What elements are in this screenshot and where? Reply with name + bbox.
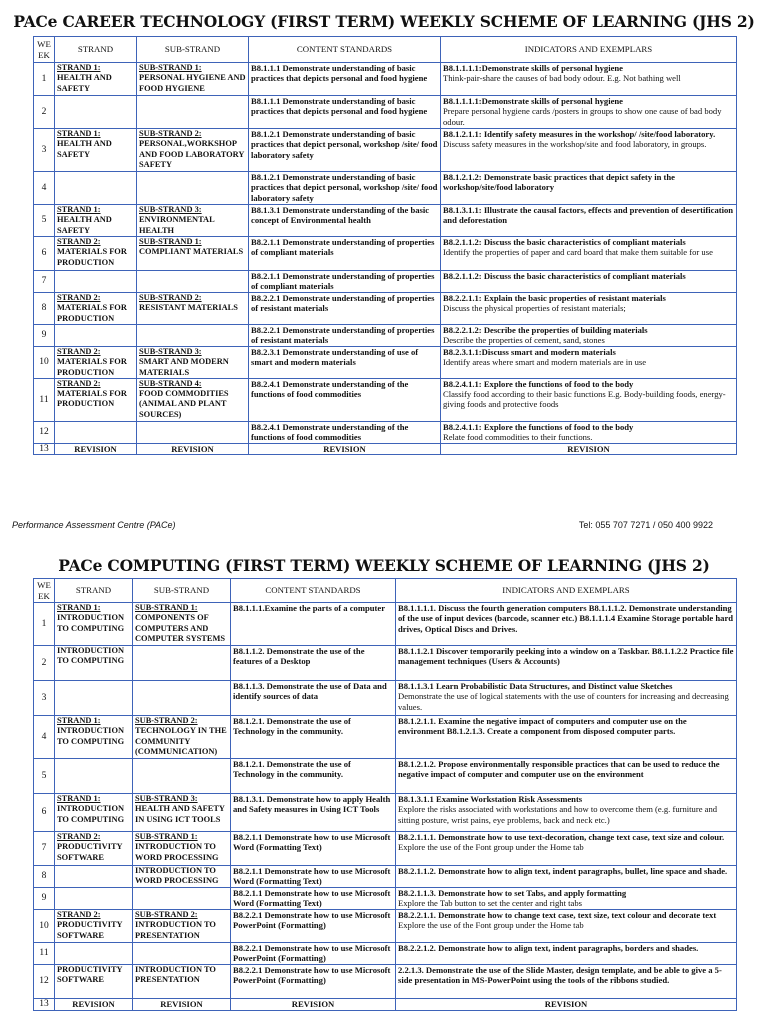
- sub-strand-cell: [133, 603, 231, 646]
- strand-name: HEALTH AND SAFETY: [57, 215, 112, 235]
- indicator-code: B8.2.3.1.1:Discuss smart and modern materials: [443, 347, 616, 357]
- indicator-cell: [396, 910, 737, 943]
- table-row: [34, 347, 737, 379]
- exemplar-text: Identify areas where smart and modern materials are in use: [443, 357, 647, 368]
- strand-name: HEALTH AND SAFETY: [57, 73, 112, 93]
- footer-organization: Performance Assessment Centre (PACe): [12, 520, 176, 530]
- strand-name: PRODUCTIVITY SOFTWARE: [57, 920, 123, 940]
- revision-content: REVISION: [231, 999, 396, 1011]
- indicator-cell: [441, 63, 737, 96]
- week-number: 1: [34, 63, 55, 96]
- sub-strand-name: COMPONENTS OF COMPUTERS AND COMPUTER SYSTEMS: [135, 613, 226, 643]
- strand-cell: [55, 716, 133, 759]
- strand-cell: [55, 325, 137, 347]
- computing-title: PACe COMPUTING (FIRST TERM) WEEKLY SCHEME OF LEARNING (JHS 2): [58, 556, 710, 575]
- header-content-standards: CONTENT STANDARDS: [231, 579, 396, 603]
- sub-strand-cell: [137, 378, 249, 421]
- sub-strand-cell: [137, 271, 249, 293]
- week-number: 4: [34, 716, 55, 759]
- strand-cell: [55, 910, 133, 943]
- strand-heading: STRAND 2:: [57, 832, 101, 841]
- strand-cell: [55, 421, 137, 443]
- strand-name: PRODUCTIVITY SOFTWARE: [57, 965, 123, 985]
- sub-strand-cell: [137, 347, 249, 379]
- week-number: 13: [34, 443, 55, 454]
- strand-cell: [55, 832, 133, 866]
- table-row: [34, 910, 737, 943]
- sub-strand-name: RESISTANT MATERIALS: [139, 303, 238, 313]
- sub-strand-cell: [137, 293, 249, 325]
- content-standard-cell: B8.2.2.1 Demonstrate how to use Microsoft PowerPoint (Formatting): [231, 965, 396, 999]
- sub-strand-heading: SUB-STRAND 1:: [135, 603, 198, 612]
- strand-name: PRODUCTIVITY SOFTWARE: [57, 842, 123, 862]
- indicator-cell: [441, 293, 737, 325]
- sub-strand-cell: [133, 794, 231, 832]
- indicator-code: B8.2.4.1.1: Explore the functions of food to the body: [443, 378, 634, 389]
- indicator-code: B8.1.3.1.1 Examine Workstation Risk Assessments: [398, 794, 583, 804]
- week-number: 8: [34, 293, 55, 325]
- sub-strand-cell: [133, 646, 231, 681]
- sub-strand-heading: SUB-STRAND 2:: [135, 910, 198, 919]
- sub-strand-cell: [133, 943, 231, 965]
- indicator-cell: [441, 378, 737, 421]
- indicator-cell: [396, 716, 737, 759]
- sub-strand-name: INTRODUCTION TO PRESENTATION: [135, 965, 216, 985]
- strand-cell: [55, 603, 133, 646]
- week-number: 12: [34, 421, 55, 443]
- sub-strand-cell: [133, 910, 231, 943]
- content-standard-cell: B8.1.2.1 Demonstrate understanding of basic practices that depict personal, workshop /site/ food laboratory safety: [249, 129, 441, 172]
- week-number: 7: [34, 832, 55, 866]
- table-row: [34, 759, 737, 794]
- strand-cell: [55, 759, 133, 794]
- header-strand: STRAND: [55, 579, 133, 603]
- sub-strand-cell: [133, 866, 231, 888]
- strand-cell: [55, 943, 133, 965]
- sub-strand-name: FOOD COMMODITIES (ANIMAL AND PLANT SOURCES): [139, 389, 229, 419]
- sub-strand-cell: [133, 888, 231, 910]
- content-standard-cell: B8.1.3.1 Demonstrate understanding of the basic concept of Environmental health: [249, 205, 441, 237]
- sub-strand-heading: SUB-STRAND 1:: [139, 237, 202, 246]
- indicator-code: B8.1.1.1.1:Demonstrate skills of personal hygiene: [443, 63, 623, 73]
- week-number: 6: [34, 237, 55, 271]
- week-number: 6: [34, 794, 55, 832]
- footer-telephone: Tel: 055 707 7271 / 050 400 9922: [578, 520, 713, 530]
- indicator-code: B8.1.2.1.2: Demonstrate basic practices that depict safety in the workshop/site/food laboratory: [443, 172, 675, 193]
- table-row: [34, 681, 737, 716]
- indicator-cell: [396, 943, 737, 965]
- content-standard-cell: B8.2.1.1 Demonstrate how to use Microsoft Word (Formatting Text): [231, 888, 396, 910]
- content-standard-cell: B8.1.1.3. Demonstrate the use of Data and identify sources of data: [231, 681, 396, 716]
- sub-strand-name: INTRODUCTION TO WORD PROCESSING: [135, 866, 219, 886]
- indicator-code: B8.2.1.1.2. Demonstrate how to align text, indent paragraphs, bullet, line space and shade.: [398, 866, 728, 876]
- revision-sub-strand: REVISION: [133, 999, 231, 1011]
- strand-name: HEALTH AND SAFETY: [57, 139, 112, 159]
- table-row: [34, 646, 737, 681]
- exemplar-text: Prepare personal hygiene cards /posters in groups to show one cause of bad body odour.: [443, 106, 722, 127]
- indicator-cell: [396, 681, 737, 716]
- indicator-code: B8.2.4.1.1: Explore the functions of food to the body: [443, 421, 634, 432]
- header-week: WE EK: [34, 579, 55, 603]
- strand-heading: STRAND 1:: [57, 205, 101, 214]
- strand-heading: STRAND 1:: [57, 716, 101, 725]
- table-row: [34, 866, 737, 888]
- sub-strand-cell: [133, 759, 231, 794]
- week-number: 13: [34, 999, 55, 1011]
- table-row: [34, 293, 737, 325]
- sub-strand-name: PERSONAL,WORKSHOP AND FOOD LABORATORY SAFETY: [139, 139, 245, 169]
- strand-cell: [55, 271, 137, 293]
- revision-strand: REVISION: [55, 443, 137, 454]
- week-number: 9: [34, 325, 55, 347]
- strand-cell: [55, 96, 137, 129]
- indicator-cell: [441, 205, 737, 237]
- exemplar-text: Think-pair-share the causes of bad body odour. E.g. Not bathing well: [443, 73, 681, 84]
- indicator-code: B8.1.1.2.1 Discover temporarily peeking into a window on a Taskbar. B8.1.1.2.2 Practice file management techniques (Users & Accounts): [398, 646, 734, 667]
- sub-strand-heading: SUB-STRAND 3:: [135, 794, 198, 803]
- strand-name: INTRODUCTION TO COMPUTING: [57, 804, 125, 824]
- indicator-cell: [441, 96, 737, 129]
- content-standard-cell: B8.2.3.1 Demonstrate understanding of use of smart and modern materials: [249, 347, 441, 379]
- table-row: [34, 421, 737, 443]
- week-number: 9: [34, 888, 55, 910]
- content-standard-cell: B8.1.2.1. Demonstrate the use of Technology in the community.: [231, 716, 396, 759]
- table-row: [34, 237, 737, 271]
- indicator-code: B8.2.2.1.2. Demonstrate how to align text, indent paragraphs, borders and shades.: [398, 943, 699, 953]
- sub-strand-name: PERSONAL HYGIENE AND FOOD HYGIENE: [139, 73, 246, 93]
- exemplar-text: Relate food commodities to their functions.: [443, 432, 593, 443]
- strand-cell: [55, 681, 133, 716]
- table-row: [34, 603, 737, 646]
- strand-cell: [55, 63, 137, 96]
- indicator-cell: [396, 888, 737, 910]
- indicator-cell: [396, 603, 737, 646]
- sub-strand-cell: [137, 421, 249, 443]
- week-number: 11: [34, 378, 55, 421]
- week-number: 12: [34, 965, 55, 999]
- content-standard-cell: B8.1.2.1. Demonstrate the use of Technology in the community.: [231, 759, 396, 794]
- content-standard-cell: B8.2.4.1 Demonstrate understanding of the functions of food commodities: [249, 378, 441, 421]
- sub-strand-cell: [137, 129, 249, 172]
- computing-table: [33, 578, 737, 1011]
- header-sub-strand: SUB-STRAND: [133, 579, 231, 603]
- sub-strand-cell: [133, 832, 231, 866]
- week-number: 3: [34, 681, 55, 716]
- indicator-cell: [441, 421, 737, 443]
- content-standard-cell: B8.1.1.1 Demonstrate understanding of basic practices that depicts personal and food hygiene: [249, 63, 441, 96]
- exemplar-text: Identify the properties of paper and card board that make them suitable for use: [443, 247, 713, 258]
- strand-name: MATERIALS FOR PRODUCTION: [57, 389, 127, 409]
- exemplar-text: Discuss safety measures in the workshop/site and food laboratory, in groups.: [443, 139, 707, 150]
- indicator-cell: [441, 237, 737, 271]
- content-standard-cell: B8.1.1.1 Demonstrate understanding of basic practices that depicts personal and food hygiene: [249, 96, 441, 129]
- strand-cell: [55, 378, 137, 421]
- indicator-cell: [396, 794, 737, 832]
- indicator-cell: [396, 832, 737, 866]
- exemplar-text: Explore the risks associated with workstations and how to overcome them (e.g. furniture and sitting posture, wrist pains, eye problems, back and neck etc.): [398, 804, 718, 825]
- indicator-code: B8.2.1.1.2: Discuss the basic characteristics of compliant materials: [443, 271, 686, 281]
- table-row: [34, 271, 737, 293]
- content-standard-cell: B8.1.1.2. Demonstrate the use of the features of a Desktop: [231, 646, 396, 681]
- strand-cell: [55, 293, 137, 325]
- revision-row: [34, 443, 737, 454]
- sub-strand-cell: [133, 965, 231, 999]
- career-tech-title: PACe CAREER TECHNOLOGY (FIRST TERM) WEEKLY SCHEME OF LEARNING (JHS 2): [13, 12, 755, 31]
- table-row: [34, 888, 737, 910]
- sub-strand-name: INTRODUCTION TO PRESENTATION: [135, 920, 216, 940]
- indicator-code: B8.2.2.1.2: Describe the properties of building materials: [443, 325, 648, 335]
- sub-strand-name: HEALTH AND SAFETY IN USING ICT TOOLS: [135, 804, 225, 824]
- indicator-code: B8.2.1.1.1. Demonstrate how to use text-decoration, change text case, text size and colour.: [398, 832, 725, 842]
- strand-cell: [55, 888, 133, 910]
- sub-strand-heading: SUB-STRAND 3:: [139, 347, 202, 356]
- sub-strand-name: TECHNOLOGY IN THE COMMUNITY (COMMUNICATION): [135, 726, 227, 756]
- week-number: 5: [34, 759, 55, 794]
- revision-indicator: REVISION: [441, 443, 737, 454]
- sub-strand-name: INTRODUCTION TO WORD PROCESSING: [135, 842, 219, 862]
- indicator-code: 2.2.1.3. Demonstrate the use of the Slide Master, design template, and be able to give a 5-side presentation in MS-PowerPoint using the tools of the ribbons studied.: [398, 965, 722, 986]
- content-standard-cell: B8.2.1.1 Demonstrate how to use Microsoft Word (Formatting Text): [231, 866, 396, 888]
- indicator-code: B8.1.3.1.1: Illustrate the causal factors, effects and prevention of desertification and deforestation: [443, 205, 734, 226]
- sub-strand-name: SMART AND MODERN MATERIALS: [139, 357, 229, 377]
- indicator-code: B8.2.2.1.1. Demonstrate how to change text case, text size, text colour and decorate text: [398, 910, 717, 920]
- week-number: 10: [34, 347, 55, 379]
- exemplar-text: Explore the Tab button to set the center and right tabs: [398, 898, 582, 909]
- header-indicators: INDICATORS AND EXEMPLARS: [396, 579, 737, 603]
- week-number: 11: [34, 943, 55, 965]
- sub-strand-heading: SUB-STRAND 1:: [139, 63, 202, 72]
- sub-strand-cell: [137, 63, 249, 96]
- header-indicators: INDICATORS AND EXEMPLARS: [441, 37, 737, 63]
- strand-cell: [55, 965, 133, 999]
- strand-name: INTRODUCTION TO COMPUTING: [57, 646, 125, 666]
- sub-strand-cell: [137, 172, 249, 205]
- week-number: 2: [34, 96, 55, 129]
- content-standard-cell: B8.2.1.1 Demonstrate how to use Microsoft Word (Formatting Text): [231, 832, 396, 866]
- content-standard-cell: B8.2.2.1 Demonstrate understanding of properties of resistant materials: [249, 293, 441, 325]
- indicator-code: B8.1.1.1.1:Demonstrate skills of personal hygiene: [443, 96, 623, 106]
- sub-strand-cell: [137, 205, 249, 237]
- strand-name: INTRODUCTION TO COMPUTING: [57, 726, 125, 746]
- strand-name: MATERIALS FOR PRODUCTION: [57, 357, 127, 377]
- sub-strand-cell: [133, 716, 231, 759]
- strand-cell: [55, 129, 137, 172]
- table-row: [34, 325, 737, 347]
- table-row: [34, 172, 737, 205]
- indicator-cell: [396, 866, 737, 888]
- revision-strand: REVISION: [55, 999, 133, 1011]
- header-strand: STRAND: [55, 37, 137, 63]
- revision-indicator: REVISION: [396, 999, 737, 1011]
- indicator-code: B8.2.1.1.2: Discuss the basic characteristics of compliant materials: [443, 237, 686, 247]
- indicator-code: B8.1.2.1.1: Identify safety measures in the workshop/ /site/food laboratory.: [443, 129, 716, 139]
- indicator-code: B8.1.1.3.1 Learn Probabilistic Data Structures, and Distinct value Sketches: [398, 681, 673, 691]
- content-standard-cell: B8.2.1.1 Demonstrate understanding of properties of compliant materials: [249, 237, 441, 271]
- strand-name: MATERIALS FOR PRODUCTION: [57, 247, 127, 267]
- strand-name: INTRODUCTION TO COMPUTING: [57, 613, 125, 633]
- sub-strand-heading: SUB-STRAND 2:: [139, 293, 202, 302]
- week-number: 4: [34, 172, 55, 205]
- content-standard-cell: B8.1.1.1.Examine the parts of a computer: [231, 603, 396, 646]
- strand-heading: STRAND 1:: [57, 129, 101, 138]
- indicator-cell: [441, 347, 737, 379]
- table-row: [34, 794, 737, 832]
- strand-cell: [55, 347, 137, 379]
- week-number: 8: [34, 866, 55, 888]
- header-content-standards: CONTENT STANDARDS: [249, 37, 441, 63]
- week-number: 7: [34, 271, 55, 293]
- table-row: [34, 129, 737, 172]
- strand-heading: STRAND 1:: [57, 63, 101, 72]
- sub-strand-heading: SUB-STRAND 4:: [139, 378, 202, 388]
- indicator-cell: [396, 759, 737, 794]
- revision-content: REVISION: [249, 443, 441, 454]
- exemplar-text: Classify food according to their basic functions E.g. Body-building foods, energy-giving foods and protective foods: [443, 389, 726, 410]
- sub-strand-heading: SUB-STRAND 3:: [139, 205, 202, 214]
- indicator-cell: [441, 271, 737, 293]
- sub-strand-name: COMPLIANT MATERIALS: [139, 247, 244, 257]
- strand-cell: [55, 172, 137, 205]
- table-row: [34, 716, 737, 759]
- exemplar-text: Describe the properties of cement, sand, stones: [443, 335, 605, 346]
- exemplar-text: Discuss the physical properties of resistant materials;: [443, 303, 626, 314]
- exemplar-text: Explore the use of the Font group under the Home tab: [398, 842, 584, 853]
- indicator-cell: [396, 646, 737, 681]
- indicator-code: B8.1.2.1.2. Propose environmentally responsible practices that can be used to reduce the negative impact of computer and computer use on the environment: [398, 759, 720, 780]
- indicator-cell: [396, 965, 737, 999]
- strand-cell: [55, 237, 137, 271]
- indicator-cell: [441, 172, 737, 205]
- week-number: 5: [34, 205, 55, 237]
- strand-cell: [55, 866, 133, 888]
- week-number: 3: [34, 129, 55, 172]
- indicator-cell: [441, 129, 737, 172]
- strand-heading: STRAND 2:: [57, 347, 101, 356]
- sub-strand-name: ENVIRONMENTAL HEALTH: [139, 215, 215, 235]
- content-standard-cell: B8.2.4.1 Demonstrate understanding of the functions of food commodities: [249, 421, 441, 443]
- exemplar-text: Explore the use of the Font group under the Home tab: [398, 920, 584, 931]
- table-row: [34, 832, 737, 866]
- table-row: [34, 63, 737, 96]
- table-row: [34, 96, 737, 129]
- indicator-code: B8.1.2.1.1. Examine the negative impact of computers and computer use on the environment B8.1.2.1.3. Create a component from disposed computer parts.: [398, 716, 687, 737]
- sub-strand-heading: SUB-STRAND 2:: [139, 129, 202, 138]
- revision-row: [34, 999, 737, 1011]
- indicator-cell: [441, 325, 737, 347]
- content-standard-cell: B8.1.3.1. Demonstrate how to apply Health and Safety measures in Using ICT Tools: [231, 794, 396, 832]
- content-standard-cell: B8.1.2.1 Demonstrate understanding of basic practices that depict personal, workshop /site/ food laboratory safety: [249, 172, 441, 205]
- table-row: [34, 943, 737, 965]
- indicator-code: B8.2.2.1.1: Explain the basic properties of resistant materials: [443, 293, 666, 303]
- week-number: 2: [34, 646, 55, 681]
- strand-cell: [55, 205, 137, 237]
- strand-name: MATERIALS FOR PRODUCTION: [57, 303, 127, 323]
- strand-heading: STRAND 1:: [57, 603, 101, 612]
- sub-strand-heading: SUB-STRAND 2:: [135, 716, 198, 725]
- indicator-code: B8.2.1.1.3. Demonstrate how to set Tabs, and apply formatting: [398, 888, 627, 898]
- sub-strand-cell: [137, 325, 249, 347]
- week-number: 10: [34, 910, 55, 943]
- sub-strand-heading: SUB-STRAND 1:: [135, 832, 198, 841]
- strand-heading: STRAND 2:: [57, 378, 101, 388]
- content-standard-cell: B8.2.1.1 Demonstrate understanding of properties of compliant materials: [249, 271, 441, 293]
- content-standard-cell: B8.2.2.1 Demonstrate how to use Microsoft PowerPoint (Formatting): [231, 910, 396, 943]
- sub-strand-cell: [137, 237, 249, 271]
- revision-sub-strand: REVISION: [137, 443, 249, 454]
- content-standard-cell: B8.2.2.1 Demonstrate how to use Microsoft PowerPoint (Formatting): [231, 943, 396, 965]
- week-number: 1: [34, 603, 55, 646]
- table-row: [34, 965, 737, 999]
- strand-heading: STRAND 2:: [57, 293, 101, 302]
- sub-strand-cell: [133, 681, 231, 716]
- table-row: [34, 378, 737, 421]
- career-tech-table: [33, 36, 737, 455]
- indicator-code: B8.1.1.1.1. Discuss the fourth generation computers B8.1.1.1.2. Demonstrate understanding of the use of input devices (barcode, scanner etc.) B8.1.1.1.4 Examine Storage portable hard drives, Optical Discs and Drives.: [398, 603, 734, 634]
- strand-heading: STRAND 2:: [57, 910, 101, 919]
- content-standard-cell: B8.2.2.1 Demonstrate understanding of properties of resistant materials: [249, 325, 441, 347]
- strand-heading: STRAND 1:: [57, 794, 101, 803]
- strand-cell: [55, 646, 133, 681]
- table-row: [34, 205, 737, 237]
- strand-cell: [55, 794, 133, 832]
- header-week: WE EK: [34, 37, 55, 63]
- sub-strand-cell: [137, 96, 249, 129]
- strand-heading: STRAND 2:: [57, 237, 101, 246]
- header-sub-strand: SUB-STRAND: [137, 37, 249, 63]
- exemplar-text: Demonstrate the use of logical statements with the use of counters for increasing and decreasing values.: [398, 691, 729, 712]
